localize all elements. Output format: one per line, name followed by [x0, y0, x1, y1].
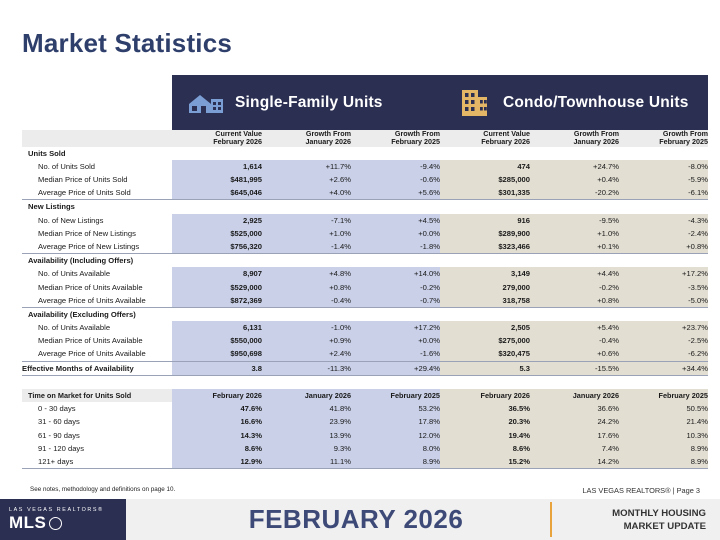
row-label: No. of New Listings: [22, 214, 172, 227]
value-cell: -6.2%: [619, 347, 708, 361]
header-line1: Current Value: [215, 129, 262, 138]
footnote: See notes, methodology and definitions on page 10.: [30, 486, 176, 493]
row-label: Average Price of New Listings: [22, 240, 172, 254]
value-cell: -11.3%: [262, 361, 351, 375]
row-label: 0 - 30 days: [22, 402, 172, 415]
value-cell: -1.6%: [351, 347, 440, 361]
category-label: Single-Family Units: [235, 93, 383, 111]
value-cell: +24.7%: [530, 160, 619, 173]
report-month: FEBRUARY 2026: [248, 504, 464, 534]
table-row: [22, 442, 708, 455]
value-cell: $529,000: [172, 280, 262, 293]
value-cell: $320,475: [440, 347, 530, 361]
value-cell: -0.4%: [262, 294, 351, 308]
logo-top-text: LAS VEGAS REALTORS®: [9, 506, 104, 513]
value-cell: $285,000: [440, 173, 530, 186]
value-cell: 16.6%: [172, 415, 262, 428]
value-cell: 14.2%: [530, 455, 619, 469]
value-cell: 41.8%: [262, 402, 351, 415]
value-cell: 2,505: [440, 321, 530, 334]
value-cell: 8.6%: [172, 442, 262, 455]
value-cell: -0.7%: [351, 294, 440, 308]
value-cell: 8.9%: [619, 442, 708, 455]
value-cell: +34.4%: [619, 361, 708, 375]
value-cell: 8,907: [172, 267, 262, 280]
value-cell: 12.9%: [172, 455, 262, 469]
header-line1: Growth From: [394, 129, 440, 138]
column-header-sfu-current: [172, 130, 262, 147]
category-header-row: [172, 75, 708, 130]
logo-main-label: MLS: [9, 512, 47, 532]
table-row: [22, 321, 708, 334]
condo-building-icon: [454, 86, 494, 120]
section-title: Units Sold: [22, 147, 172, 160]
row-label: Effective Months of Availability: [22, 361, 172, 375]
row-label: 31 - 60 days: [22, 415, 172, 428]
table-row: [22, 429, 708, 442]
spacer-row: [22, 375, 708, 389]
time-on-market-title: Time on Market for Units Sold: [22, 389, 172, 402]
value-cell: +2.4%: [262, 347, 351, 361]
value-cell: -7.1%: [262, 214, 351, 227]
value-cell: 50.5%: [619, 402, 708, 415]
value-cell: 23.9%: [262, 415, 351, 428]
value-cell: -2.4%: [619, 227, 708, 240]
row-label: Average Price of Units Available: [22, 294, 172, 308]
value-cell: 12.0%: [351, 429, 440, 442]
value-cell: +0.9%: [262, 334, 351, 347]
section-title: Availability (Including Offers): [22, 254, 172, 268]
category-label: Condo/Townhouse Units: [503, 93, 689, 111]
lvr-mls-logo: [0, 499, 126, 540]
value-cell: +14.0%: [351, 267, 440, 280]
header-line1: Current Value: [483, 129, 530, 138]
tom-header-sfu-1: January 2026: [262, 389, 351, 402]
tom-header-sfu-2: February 2025: [351, 389, 440, 402]
value-cell: 8.9%: [619, 455, 708, 469]
value-cell: 13.9%: [262, 429, 351, 442]
header-line2: January 2026: [305, 137, 351, 147]
value-cell: +0.0%: [351, 334, 440, 347]
value-cell: 47.6%: [172, 402, 262, 415]
table-row: [22, 186, 708, 200]
value-cell: 36.6%: [530, 402, 619, 415]
section-header-row: [22, 200, 708, 214]
table-row: [22, 173, 708, 186]
value-cell: +0.8%: [530, 294, 619, 308]
value-cell: +4.0%: [262, 186, 351, 200]
value-cell: -6.1%: [619, 186, 708, 200]
row-label: 121+ days: [22, 455, 172, 469]
value-cell: +0.4%: [530, 173, 619, 186]
table-row: [22, 347, 708, 361]
value-cell: +0.1%: [530, 240, 619, 254]
tom-header-sfu-0: February 2026: [172, 389, 262, 402]
value-cell: -5.9%: [619, 173, 708, 186]
tom-header-cth-0: February 2026: [440, 389, 530, 402]
value-cell: 318,758: [440, 294, 530, 308]
header-line2: February 2026: [481, 137, 530, 147]
value-cell: $481,995: [172, 173, 262, 186]
value-cell: +17.2%: [351, 321, 440, 334]
value-cell: -0.2%: [530, 280, 619, 293]
header-line1: Growth From: [305, 129, 351, 138]
value-cell: +17.2%: [619, 267, 708, 280]
value-cell: $275,000: [440, 334, 530, 347]
row-label: No. of Units Sold: [22, 160, 172, 173]
page-title: Market Statistics: [22, 28, 233, 58]
value-cell: 474: [440, 160, 530, 173]
value-cell: 3.8: [172, 361, 262, 375]
value-cell: +4.8%: [262, 267, 351, 280]
value-cell: -4.3%: [619, 214, 708, 227]
value-cell: -20.2%: [530, 186, 619, 200]
row-label: Median Price of New Listings: [22, 227, 172, 240]
row-label: Median Price of Units Available: [22, 334, 172, 347]
value-cell: +4.4%: [530, 267, 619, 280]
value-cell: 17.6%: [530, 429, 619, 442]
value-cell: 2,925: [172, 214, 262, 227]
report-subtitle-line1: MONTHLY HOUSING: [612, 508, 706, 520]
table-row: [22, 240, 708, 254]
value-cell: -9.4%: [351, 160, 440, 173]
category-header-single-family: [172, 75, 440, 130]
report-subtitle-line2: MARKET UPDATE: [623, 521, 706, 533]
value-cell: 3,149: [440, 267, 530, 280]
header-line1: Growth From: [662, 129, 708, 138]
row-label: Median Price of Units Sold: [22, 173, 172, 186]
value-cell: 1,614: [172, 160, 262, 173]
row-label: Average Price of Units Available: [22, 347, 172, 361]
value-cell: 916: [440, 214, 530, 227]
table-row: [22, 334, 708, 347]
value-cell: -9.5%: [530, 214, 619, 227]
row-label: No. of Units Available: [22, 321, 172, 334]
value-cell: 5.3: [440, 361, 530, 375]
header-line2: February 2026: [213, 137, 262, 147]
column-header-cth-growth-month: [530, 130, 619, 147]
value-cell: 279,000: [440, 280, 530, 293]
value-cell: +1.0%: [530, 227, 619, 240]
value-cell: $289,900: [440, 227, 530, 240]
value-cell: $550,000: [172, 334, 262, 347]
value-cell: 17.8%: [351, 415, 440, 428]
value-cell: 36.5%: [440, 402, 530, 415]
report-subtitle: [612, 508, 706, 534]
value-cell: 10.3%: [619, 429, 708, 442]
row-label: Average Price of Units Sold: [22, 186, 172, 200]
footer-attribution: LAS VEGAS REALTORS® | Page 3: [582, 486, 700, 495]
column-header-cth-growth-year: [619, 130, 708, 147]
table-row: [22, 455, 708, 469]
effective-months-row: [22, 361, 708, 375]
value-cell: -0.4%: [530, 334, 619, 347]
table-row: [22, 160, 708, 173]
value-cell: +0.8%: [619, 240, 708, 254]
logo-main-text: [9, 513, 126, 533]
table-row: [22, 267, 708, 280]
column-header-row: [22, 130, 708, 147]
value-cell: -5.0%: [619, 294, 708, 308]
section-title: Availability (Excluding Offers): [22, 307, 172, 321]
value-cell: 11.1%: [262, 455, 351, 469]
market-statistics-table: [22, 130, 708, 469]
value-cell: 8.9%: [351, 455, 440, 469]
value-cell: -2.5%: [619, 334, 708, 347]
table-row: [22, 402, 708, 415]
category-header-condo-townhouse: [440, 75, 708, 130]
value-cell: $323,466: [440, 240, 530, 254]
value-cell: +11.7%: [262, 160, 351, 173]
value-cell: 6,131: [172, 321, 262, 334]
value-cell: -0.2%: [351, 280, 440, 293]
value-cell: -3.5%: [619, 280, 708, 293]
divider: [550, 502, 552, 537]
table-row: [22, 214, 708, 227]
column-header-sfu-growth-month: [262, 130, 351, 147]
value-cell: -0.6%: [351, 173, 440, 186]
value-cell: $872,369: [172, 294, 262, 308]
time-on-market-header-row: [22, 389, 708, 402]
row-label: 91 - 120 days: [22, 442, 172, 455]
value-cell: +23.7%: [619, 321, 708, 334]
section-title: New Listings: [22, 200, 172, 214]
value-cell: 24.2%: [530, 415, 619, 428]
value-cell: 8.6%: [440, 442, 530, 455]
value-cell: +5.4%: [530, 321, 619, 334]
logo-circle-icon: [49, 517, 62, 530]
tom-header-cth-1: January 2026: [530, 389, 619, 402]
value-cell: $301,335: [440, 186, 530, 200]
value-cell: +5.6%: [351, 186, 440, 200]
row-label: 61 - 90 days: [22, 429, 172, 442]
value-cell: -15.5%: [530, 361, 619, 375]
value-cell: $950,698: [172, 347, 262, 361]
value-cell: 14.3%: [172, 429, 262, 442]
value-cell: -8.0%: [619, 160, 708, 173]
value-cell: +2.6%: [262, 173, 351, 186]
table-row: [22, 415, 708, 428]
value-cell: 20.3%: [440, 415, 530, 428]
header-line2: February 2025: [391, 137, 440, 147]
section-header-row: [22, 307, 708, 321]
section-header-row: [22, 254, 708, 268]
value-cell: 7.4%: [530, 442, 619, 455]
table-row: [22, 294, 708, 308]
value-cell: $756,320: [172, 240, 262, 254]
row-label: No. of Units Available: [22, 267, 172, 280]
value-cell: $645,046: [172, 186, 262, 200]
value-cell: 53.2%: [351, 402, 440, 415]
row-label: Median Price of Units Available: [22, 280, 172, 293]
value-cell: +0.8%: [262, 280, 351, 293]
header-line2: January 2026: [573, 137, 619, 147]
column-header-blank: [22, 130, 172, 147]
column-header-sfu-growth-year: [351, 130, 440, 147]
value-cell: 15.2%: [440, 455, 530, 469]
single-family-home-icon: [186, 86, 226, 120]
table-row: [22, 280, 708, 293]
value-cell: +1.0%: [262, 227, 351, 240]
section-header-row: [22, 147, 708, 160]
value-cell: 21.4%: [619, 415, 708, 428]
value-cell: -1.8%: [351, 240, 440, 254]
tom-header-cth-2: February 2025: [619, 389, 708, 402]
value-cell: -1.0%: [262, 321, 351, 334]
value-cell: +4.5%: [351, 214, 440, 227]
value-cell: +0.6%: [530, 347, 619, 361]
value-cell: +29.4%: [351, 361, 440, 375]
value-cell: 9.3%: [262, 442, 351, 455]
header-line1: Growth From: [573, 129, 619, 138]
value-cell: -1.4%: [262, 240, 351, 254]
value-cell: 8.0%: [351, 442, 440, 455]
table-row: [22, 227, 708, 240]
value-cell: +0.0%: [351, 227, 440, 240]
header-line2: February 2025: [659, 137, 708, 147]
column-header-cth-current: [440, 130, 530, 147]
value-cell: 19.4%: [440, 429, 530, 442]
value-cell: $525,000: [172, 227, 262, 240]
